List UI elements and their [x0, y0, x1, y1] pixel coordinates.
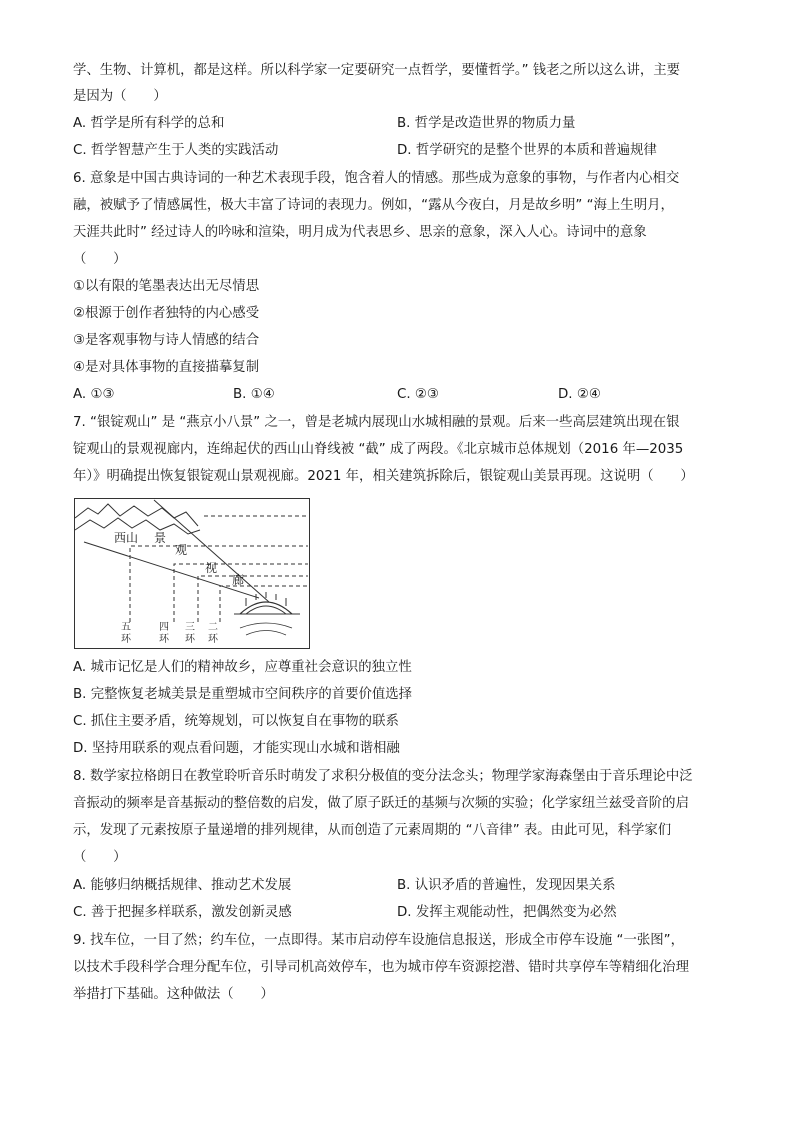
q7-stem-line-2: 锭观山的景观视廊内，连绵起伏的西山山脊线被 “截” 成了两段。《北京城市总体规划（2016 年—2035: [73, 442, 684, 457]
q9-stem-line-2: 以技术手段科学合理分配车位，引导司机高效停车，也为城市停车资源挖潜、错时共享停车等精细化治理: [73, 960, 689, 975]
q5-option-c[interactable]: C. 哲学智慧产生于人类的实践活动: [73, 143, 279, 158]
ring-label-3: 三环: [185, 622, 195, 645]
q6-stem-line-2: 融，被赋予了情感属性，极大丰富了诗词的表现力。例如，“露从今夜白，月是故乡明” “海上生明月，: [73, 198, 674, 213]
q6-item-2: ②根源于创作者独特的内心感受: [73, 306, 260, 321]
q5-option-b[interactable]: B. 哲学是改造世界的物质力量: [397, 116, 576, 131]
ring-label-2: 二环: [208, 622, 218, 645]
q7-stem-line-3: 年）》明确提出恢复银锭观山景观视廊。2021 年，相关建筑拆除后，银锭观山美景再现。这说明（ ）: [73, 469, 694, 484]
q7-option-a[interactable]: A. 城市记忆是人们的精神故乡，应尊重社会意识的独立性: [73, 660, 412, 675]
q6-stem-line-1: 6. 意象是中国古典诗词的一种艺术表现手段，饱含着人的情感。那些成为意象的事物，与作者内心相交: [73, 171, 680, 186]
q8-stem-line-3: 示，发现了元素按原子量递增的排列规律，从而创造了元素周期的 “八音律” 表。由此可见，科学家们: [73, 823, 672, 838]
q8-option-b[interactable]: B. 认识矛盾的普遍性，发现因果关系: [397, 878, 616, 893]
q5-option-a[interactable]: A. 哲学是所有科学的总和: [73, 116, 225, 131]
q9-stem-line-1: 9. 找车位，一目了然；约车位，一点即得。某市启动停车设施信息报送，形成全市停车设施 “一张图”，: [73, 933, 684, 948]
q6-option-b[interactable]: B. ①④: [233, 387, 275, 402]
view-corridor-diagram: [74, 498, 310, 649]
q6-option-a[interactable]: A. ①③: [73, 387, 115, 402]
ring-label-4: 四环: [159, 622, 169, 645]
q6-item-3: ③是客观事物与诗人情感的结合: [73, 333, 260, 348]
q8-stem-line-2: 音振动的频率是音基振动的整倍数的启发，做了原子跃迁的基频与次频的实验；化学家纽兰兹受音阶的启: [73, 796, 689, 811]
q8-option-d[interactable]: D. 发挥主观能动性，把偶然变为必然: [397, 905, 617, 920]
q7-option-d[interactable]: D. 坚持用联系的观点看问题，才能实现山水城和谐相融: [73, 741, 400, 756]
figure-label-xishan: 西山: [114, 531, 139, 545]
q7-view-corridor-figure: [74, 498, 310, 649]
q5-option-d[interactable]: D. 哲学研究的是整个世界的本质和普遍规律: [397, 143, 657, 158]
q8-option-a[interactable]: A. 能够归纳概括规律、推动艺术发展: [73, 878, 292, 893]
q6-stem-line-4: （ ）: [73, 252, 127, 267]
q6-option-c[interactable]: C. ②③: [397, 387, 439, 402]
q6-stem-line-3: 天涯共此时” 经过诗人的吟咏和渲染，明月成为代表思乡、思亲的意象，深入人心。诗词中的意象: [73, 225, 647, 240]
q6-item-4: ④是对具体事物的直接描摹复制: [73, 360, 260, 375]
q5-stem-line-2: 是因为（ ）: [73, 89, 167, 104]
figure-label-lang: 廊: [232, 573, 245, 587]
q9-stem-line-3: 举措打下基础。这种做法（ ）: [73, 987, 274, 1002]
q7-option-b[interactable]: B. 完整恢复老城美景是重塑城市空间秩序的首要价值选择: [73, 687, 413, 702]
ring-label-5: 五环: [121, 622, 131, 645]
q6-option-d[interactable]: D. ②④: [558, 387, 601, 402]
figure-label-shi: 视: [205, 561, 218, 575]
q6-item-1: ①以有限的笔墨表达出无尽情思: [73, 279, 260, 294]
q8-stem-line-1: 8. 数学家拉格朗日在教堂聆听音乐时萌发了求积分极值的变分法念头；物理学家海森堡由于音乐理论中泛: [73, 769, 693, 784]
figure-label-guan: 观: [175, 543, 188, 557]
q8-option-c[interactable]: C. 善于把握多样联系，激发创新灵感: [73, 905, 292, 920]
figure-label-jing: 景: [154, 531, 167, 545]
q7-option-c[interactable]: C. 抓住主要矛盾，统筹规划，可以恢复自在事物的联系: [73, 714, 399, 729]
q5-stem-line-1: 学、生物、计算机，都是这样。所以科学家一定要研究一点哲学，要懂哲学。” 钱老之所以这么讲，主要: [73, 63, 681, 78]
q7-stem-line-1: 7. “银锭观山” 是 “燕京小八景” 之一，曾是老城内展现山水城相融的景观。后来一些高层建筑出现在银: [73, 415, 680, 430]
q8-stem-line-4: （ ）: [73, 850, 127, 865]
